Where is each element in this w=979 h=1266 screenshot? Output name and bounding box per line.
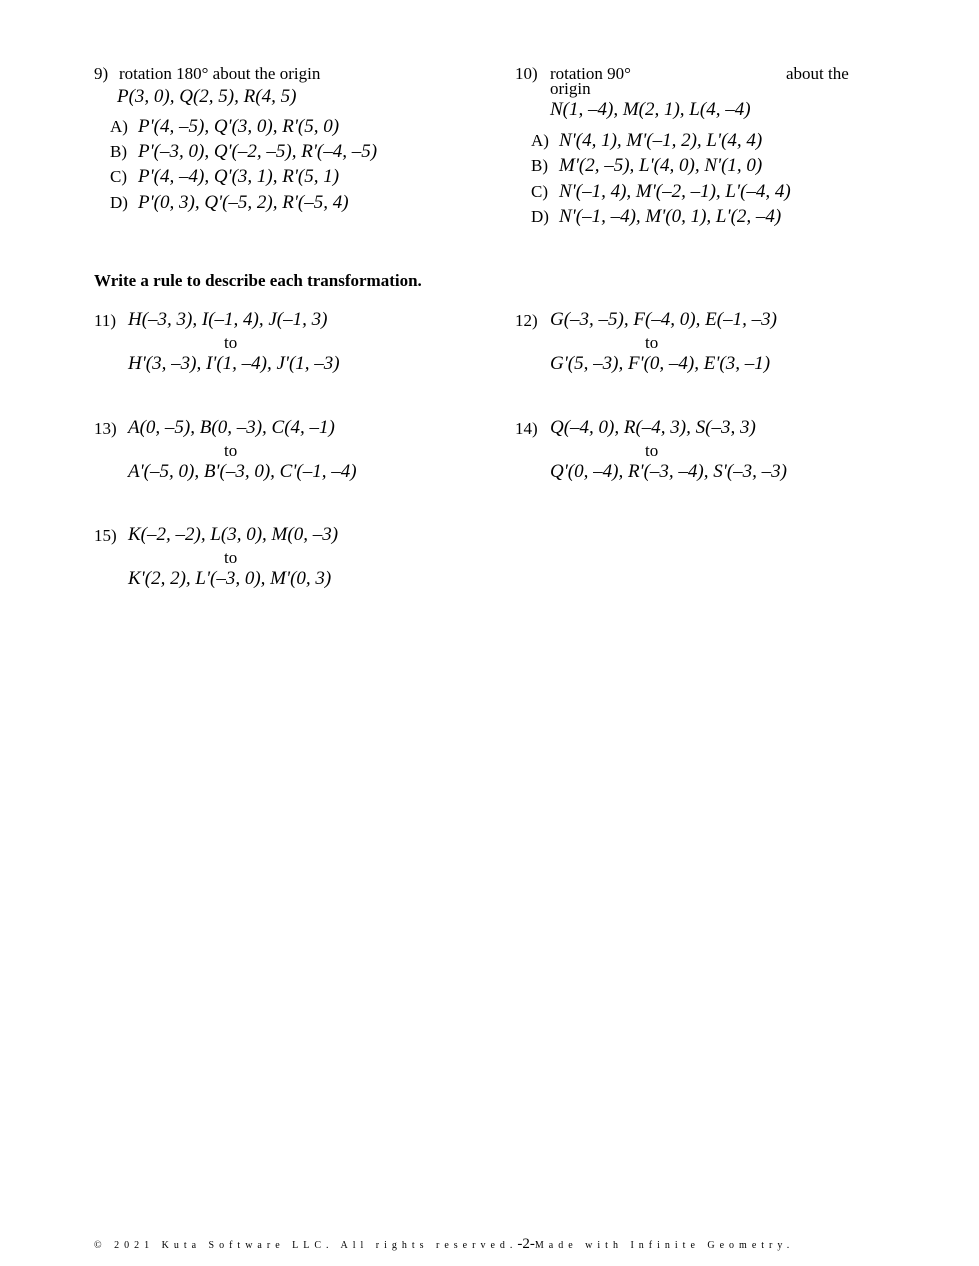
image-points: A'(–5, 0), B'(–3, 0), C'(–1, –4) <box>128 461 357 482</box>
question-prompt-end: about the <box>786 64 849 83</box>
choice-c <box>531 181 791 203</box>
footer-made-with: Made with Infinite Geometry. <box>534 1240 795 1251</box>
question-number: 9) <box>94 64 109 83</box>
footer-copyright: © 2021 Kuta Software LLC. All rights reserved. <box>94 1240 518 1251</box>
choice-text: P'(4, –4), Q'(3, 1), R'(5, 1) <box>138 166 340 187</box>
original-points: Q(–4, 0), R(–4, 3), S(–3, 3) <box>550 417 756 438</box>
choice-text: P'(4, –5), Q'(3, 0), R'(5, 0) <box>138 116 340 137</box>
question-number: 11) <box>94 311 117 330</box>
choice-text: P'(–3, 0), Q'(–2, –5), R'(–4, –5) <box>138 141 378 162</box>
choice-text: M'(2, –5), L'(4, 0), N'(1, 0) <box>559 155 763 176</box>
question-number: 15) <box>94 526 117 545</box>
choice-letter: D) <box>110 193 128 212</box>
to-label: to <box>645 333 659 352</box>
question-number: 13) <box>94 419 117 438</box>
choice-letter: C) <box>531 182 548 201</box>
choice-b <box>531 155 762 177</box>
choice-a <box>531 130 762 152</box>
choice-text: N'(4, 1), M'(–1, 2), L'(4, 4) <box>559 130 763 151</box>
choice-letter: A) <box>110 117 128 136</box>
question-points: N(1, –4), M(2, 1), L(4, –4) <box>550 99 751 120</box>
instructions-heading: Write a rule to describe each transformation. <box>94 271 422 290</box>
original-points: K(–2, –2), L(3, 0), M(0, –3) <box>128 524 339 545</box>
question-number: 14) <box>515 419 538 438</box>
original-points: A(0, –5), B(0, –3), C(4, –1) <box>128 417 335 438</box>
choice-d <box>531 206 781 228</box>
footer <box>94 1236 794 1253</box>
choice-letter: A) <box>531 131 549 150</box>
choice-text: N'(–1, –4), M'(0, 1), L'(2, –4) <box>559 206 782 227</box>
to-label: to <box>224 441 238 460</box>
original-points: G(–3, –5), F(–4, 0), E(–1, –3) <box>550 309 777 330</box>
image-points: K'(2, 2), L'(–3, 0), M'(0, 3) <box>128 568 332 589</box>
to-label: to <box>645 441 659 460</box>
choice-d <box>110 192 349 214</box>
choice-b <box>110 141 377 163</box>
choice-letter: B) <box>110 142 127 161</box>
choice-letter: D) <box>531 207 549 226</box>
page-number: -2- <box>517 1236 535 1252</box>
image-points: G'(5, –3), F'(0, –4), E'(3, –1) <box>550 353 771 374</box>
to-label: to <box>224 548 238 567</box>
choice-letter: B) <box>531 156 548 175</box>
question-prompt-start: rotation 90° <box>550 64 631 83</box>
image-points: Q'(0, –4), R'(–3, –4), S'(–3, –3) <box>550 461 787 482</box>
image-points: H'(3, –3), I'(1, –4), J'(1, –3) <box>128 353 340 374</box>
choice-a <box>110 116 339 138</box>
choice-letter: C) <box>110 167 127 186</box>
to-label: to <box>224 333 238 352</box>
question-points: P(3, 0), Q(2, 5), R(4, 5) <box>117 86 297 107</box>
choice-c <box>110 166 339 188</box>
question-number: 10) <box>515 64 538 83</box>
choice-text: P'(0, 3), Q'(–5, 2), R'(–5, 4) <box>138 192 349 213</box>
original-points: H(–3, 3), I(–1, 4), J(–1, 3) <box>128 309 328 330</box>
question-number: 12) <box>515 311 538 330</box>
question-prompt: rotation 180° about the origin <box>119 64 321 83</box>
question-prompt-line2: origin <box>550 79 591 98</box>
choice-text: N'(–1, 4), M'(–2, –1), L'(–4, 4) <box>559 181 791 202</box>
